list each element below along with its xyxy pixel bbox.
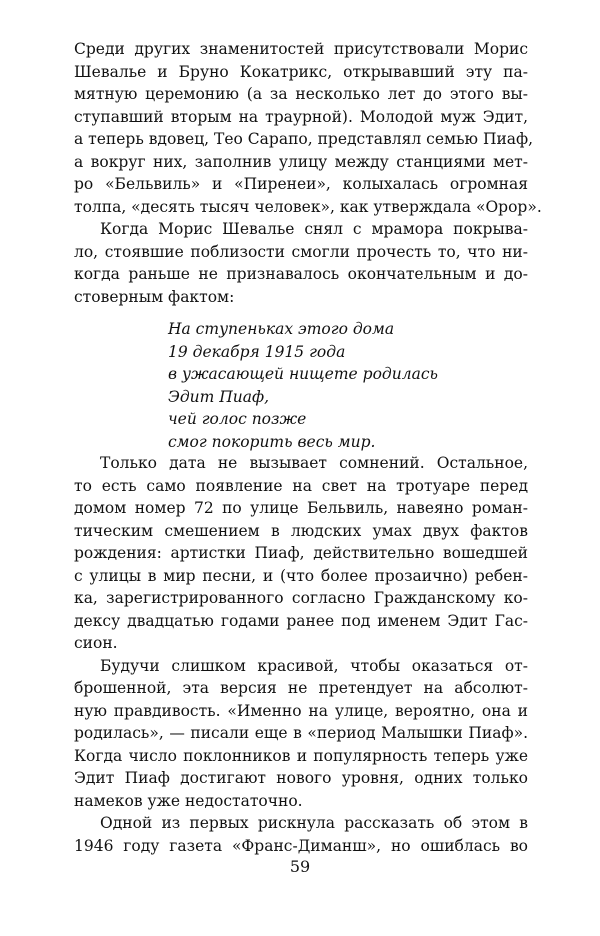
text-line: Среди других знаменитостей присутствовали Морис — [74, 40, 528, 58]
text-line: мятную церемонию (а за несколько лет до этого вы- — [74, 85, 528, 103]
paragraph-start-line: Одной из первых рискнула рассказать об этом в — [100, 814, 528, 832]
text-line: а теперь вдовец, Тео Сарапо, представлял семью Пиаф, — [74, 130, 534, 148]
inscription-line: 19 декабря 1915 года — [168, 342, 346, 361]
text-line: ступавший вторым на траурной). Молодой муж Эдит, — [74, 107, 528, 126]
page-number: 59 — [289, 857, 311, 876]
text-line: родилась», — писали еще в «период Малышки Пиаф». — [74, 724, 528, 742]
inscription-line: смог покорить весь мир. — [168, 432, 376, 451]
text-block-top — [74, 38, 542, 308]
text-line: то есть само появление на свет на тротуаре перед — [74, 476, 528, 495]
text-line: ро «Бельвиль» и «Пиренеи», колыхалась огромная — [74, 175, 528, 193]
text-line: тическим смешением в людских умах двух фактов — [74, 521, 528, 540]
text-line: домом номер 72 по улице Бельвиль, навеяно роман- — [74, 499, 528, 517]
text-line: ную правдивость. «Именно на улице, вероятно, она и — [74, 701, 528, 720]
text-line: толпа, «десять тысяч человек», как утверждала «Орор». — [74, 197, 542, 216]
text-line: сион. — [74, 634, 118, 652]
paragraph-start-line: Когда Морис Шевалье снял с мрамора покрыва- — [100, 220, 528, 238]
text-line: а вокруг них, заполнив улицу между станциями мет- — [74, 152, 528, 171]
inscription-line: чей голос позже — [168, 410, 307, 428]
text-line: Когда число поклонников и популярность теперь уже — [74, 746, 528, 765]
text-line: с улицы в мир песни, и (что более прозаично) ребен- — [74, 566, 528, 585]
text-line: дексу двадцатью годами ранее под именем Эдит Гас- — [74, 611, 528, 630]
text-line: ка, зарегистрированного согласно Гражданскому ко- — [74, 589, 528, 607]
text-line: когда раньше не признавалось окончательным и до- — [74, 265, 528, 283]
plaque-inscription — [168, 318, 438, 453]
inscription-line: На ступеньках этого дома — [168, 320, 395, 338]
text-line: ло, стоявшие поблизости смогли прочесть то, что ни- — [74, 242, 528, 261]
text-line: Шевалье и Бруно Кокатрикс, открывавший эту па- — [74, 62, 528, 81]
text-line: рождения: артистки Пиаф, действительно вошедшей — [74, 544, 528, 562]
text-line: стоверным фактом: — [74, 287, 235, 306]
paragraph-start-line: Только дата не вызывает сомнений. Остальное, — [100, 454, 528, 472]
text-line: 1946 году газета «Франс-Диманш», но ошиблась во — [74, 836, 528, 855]
text-line: брошенной, эта версия не претендует на абсолют- — [74, 679, 528, 697]
paragraph-start-line: Будучи слишком красивой, чтобы оказаться от- — [100, 656, 528, 675]
text-line: намеков уже недостаточно. — [74, 791, 303, 810]
text-line: Эдит Пиаф достигают нового уровня, одних только — [74, 769, 528, 787]
inscription-line: Эдит Пиаф, — [168, 387, 270, 406]
inscription-line: в ужасающей нищете родилась — [168, 365, 438, 383]
text-block-bottom — [74, 452, 528, 857]
